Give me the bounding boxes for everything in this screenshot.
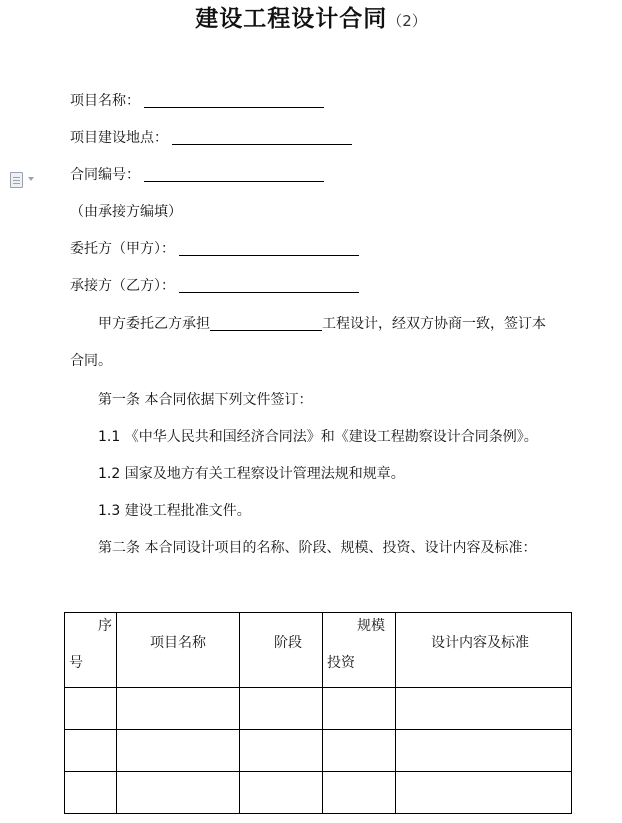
project-name-label: 项目名称： [70, 93, 140, 109]
table-cell[interactable] [240, 772, 323, 814]
party-b-blank [179, 278, 359, 293]
intro-text-pre: 甲方委托乙方承担 [98, 316, 210, 332]
table-cell[interactable] [396, 772, 572, 814]
header-content: 设计内容及标准 [431, 635, 529, 651]
table-cell[interactable] [117, 730, 240, 772]
header-cell-name [117, 613, 240, 688]
project-location-blank [172, 130, 352, 145]
table-header-row [65, 613, 572, 688]
design-items-table [64, 612, 572, 814]
header-seq-a: 序 [98, 618, 112, 634]
table-cell[interactable] [323, 772, 396, 814]
header-cell-scale [323, 613, 396, 688]
table-row [65, 772, 572, 814]
header-seq-b: 号 [69, 655, 83, 671]
table-cell[interactable] [117, 688, 240, 730]
table-cell[interactable] [65, 688, 117, 730]
table-cell[interactable] [240, 730, 323, 772]
article-two: 第二条 本合同设计项目的名称、阶段、规模、投资、设计内容及标准： [98, 540, 537, 556]
article-one: 第一条 本合同依据下列文件签订： [98, 392, 313, 408]
contract-no-note: （由承接方编填） [70, 204, 182, 220]
project-location-row [70, 127, 352, 147]
header-scale: 规模 [357, 618, 385, 634]
project-name-row [70, 90, 324, 110]
table-cell[interactable] [396, 730, 572, 772]
contract-no-blank [144, 167, 324, 182]
item-1-2: 1.2 国家及地方有关工程察设计管理法规和规章。 [98, 466, 405, 482]
table-cell[interactable] [65, 772, 117, 814]
contract-no-label: 合同编号： [70, 167, 140, 183]
header-stage: 阶段 [274, 635, 302, 651]
intro-paragraph [98, 313, 546, 333]
table-row [65, 688, 572, 730]
intro-blank [210, 316, 322, 331]
table-cell[interactable] [323, 730, 396, 772]
table-row [65, 730, 572, 772]
contract-no-row [70, 164, 324, 184]
party-a-row [70, 238, 359, 258]
header-name: 项目名称 [150, 635, 206, 651]
header-cell-content [396, 613, 572, 688]
item-1-3: 1.3 建设工程批准文件。 [98, 503, 251, 519]
page-title [0, 0, 622, 33]
party-b-label: 承接方（乙方）： [70, 278, 175, 294]
chevron-down-icon[interactable] [28, 177, 34, 181]
document-title: 建设工程设计合同 [195, 6, 388, 32]
intro-paragraph-line2: 合同。 [70, 353, 112, 369]
table-cell[interactable] [65, 730, 117, 772]
header-cell-seq [65, 613, 117, 688]
party-a-blank [179, 241, 359, 256]
project-location-label: 项目建设地点： [70, 130, 168, 146]
item-1-1: 1.1 《中华人民共和国经济合同法》和《建设工程勘察设计合同条例》。 [98, 429, 538, 445]
project-name-blank [144, 93, 324, 108]
document-icon[interactable] [10, 172, 23, 188]
table-cell[interactable] [323, 688, 396, 730]
header-investment: 投资 [327, 655, 355, 671]
party-a-label: 委托方（甲方）： [70, 241, 175, 257]
table-cell[interactable] [396, 688, 572, 730]
header-cell-stage [240, 613, 323, 688]
table-cell[interactable] [117, 772, 240, 814]
document-title-suffix: （2） [387, 12, 427, 30]
table-cell[interactable] [240, 688, 323, 730]
party-b-row [70, 275, 359, 295]
intro-text-post: 工程设计，经双方协商一致，签订本 [322, 316, 546, 332]
